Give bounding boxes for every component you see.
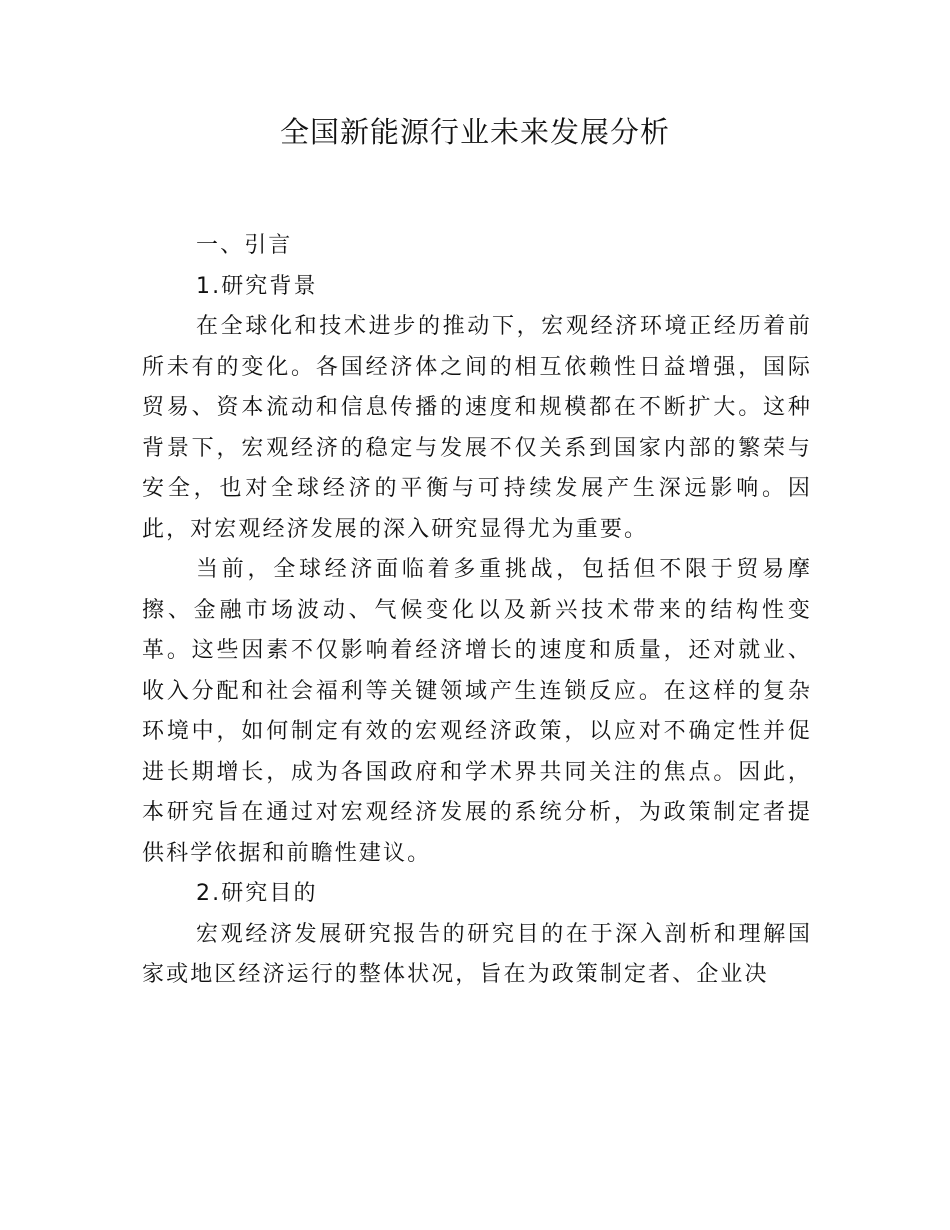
purpose-paragraph-1: 宏观经济发展研究报告的研究目的在于深入剖析和理解国家或地区经济运行的整体状况，旨在为政策制定者、企业决 — [142, 921, 812, 987]
document-body — [142, 226, 812, 996]
background-paragraph-2: 当前，全球经济面临着多重挑战，包括但不限于贸易摩擦、金融市场波动、气候变化以及新兴技术带来的结构性变革。这些因素不仅影响着经济增长的速度和质量，还对就业、收入分配和社会福利等关键领域产生连锁反应。在这样的复杂环境中，如何制定有效的宏观经济政策，以应对不确定性并促进长期增长，成为各国政府和学术界共同关注的焦点。因此，本研究旨在通过对宏观经济发展的系统分析，为政策制定者提供科学依据和前瞻性建议。 — [142, 557, 812, 866]
background-paragraph-1: 在全球化和技术进步的推动下，宏观经济环境正经历着前所未有的变化。各国经济体之间的相互依赖性日益增强，国际贸易、资本流动和信息传播的速度和规模都在不断扩大。这种背景下，宏观经济的稳定与发展不仅关系到国家内部的繁荣与安全，也对全球经济的平衡与可持续发展产生深远影响。因此，对宏观经济发展的深入研究显得尤为重要。 — [142, 314, 812, 542]
subsection-heading-background: 1.研究背景 — [196, 273, 318, 299]
subsection-heading-purpose: 2.研究目的 — [196, 881, 318, 906]
document-title: 全国新能源行业未来发展分析 — [279, 115, 670, 149]
section-heading-introduction: 一、引言 — [196, 233, 293, 258]
